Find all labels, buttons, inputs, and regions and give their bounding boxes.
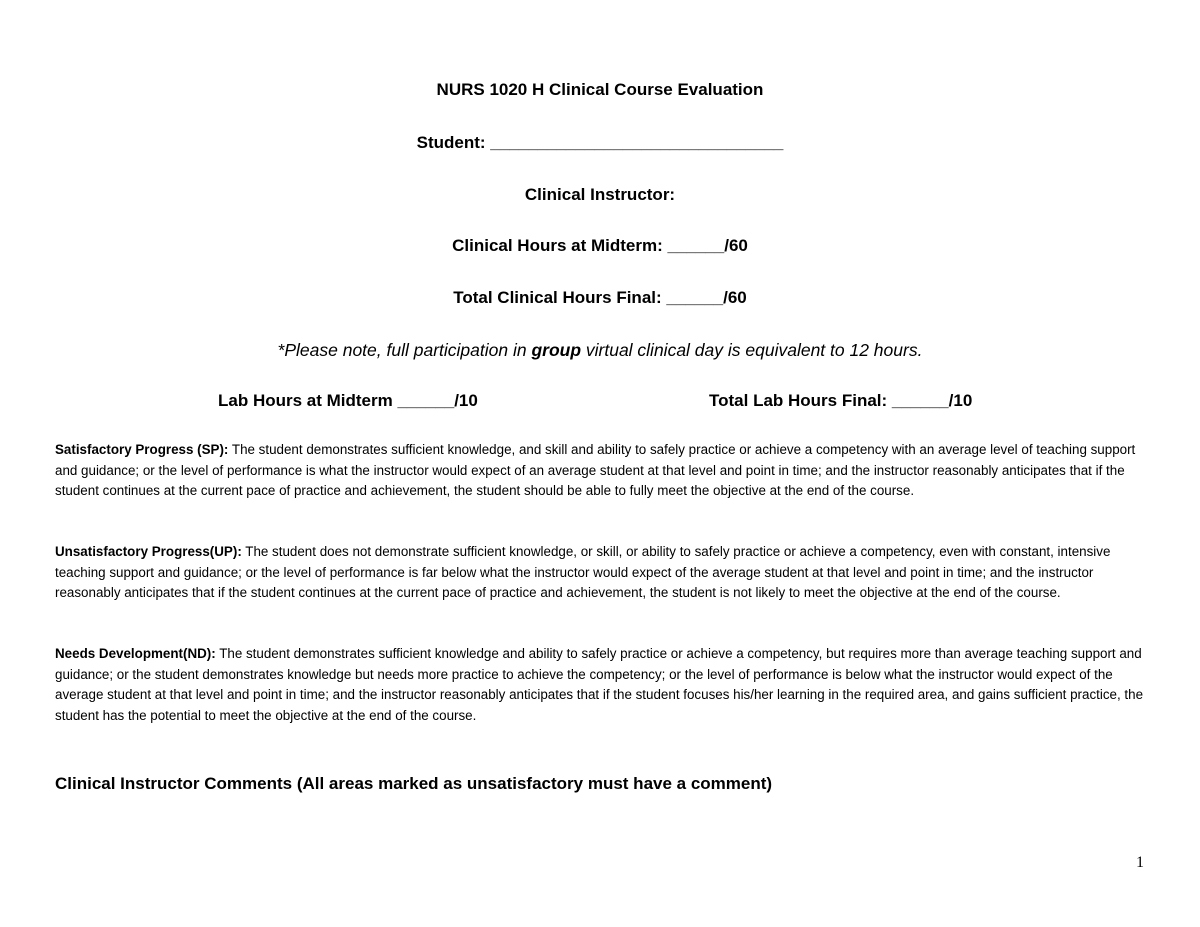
- definition-term: Satisfactory Progress (SP):: [55, 442, 229, 457]
- comments-heading: Clinical Instructor Comments (All areas marked as unsatisfactory must have a comment): [55, 774, 773, 793]
- lab-hours-final: Total Lab Hours Final: ______/10: [709, 391, 973, 410]
- note-emphasis: group: [531, 340, 582, 360]
- clinical-hours-final: Total Clinical Hours Final: ______/60: [453, 288, 747, 307]
- page-number: 1: [1136, 854, 1144, 871]
- participation-note: [0, 340, 1200, 361]
- clinical-instructor-label: Clinical Instructor:: [524, 185, 676, 204]
- lab-hours-midterm: Lab Hours at Midterm ______/10: [218, 391, 478, 410]
- definition-text: The student demonstrates sufficient knowledge and ability to safely practice or achieve a competency, but requires more than average teaching support and guidance; or the student demonstrates knowledge but needs more practice to achieve the competency; or the level of performance is below what the instructor would expect of the average student at that level and point in time; and the instructor reasonably anticipates that if the student focuses his/her learning in the required area, and gains sufficient practice, the student has the potential to meet the objective at the end of the course.: [55, 646, 1144, 723]
- definition-text: The student does not demonstrate sufficient knowledge, or skill, or ability to safely practice or achieve a competency, even with constant, intensive teaching support and guidance; or the level of performance is far below what the instructor would expect of the average student at that level and point in time; and the instructor reasonably anticipates that if the student continues at the current pace of practice and achievement, the student is not likely to meet the objective at the end of the course.: [55, 544, 1111, 600]
- note-text-before: *Please note, full participation in: [277, 340, 532, 360]
- definition-term: Needs Development(ND):: [55, 646, 216, 661]
- definition-unsatisfactory: [55, 542, 1150, 604]
- student-field: Student: _______________________________: [416, 133, 784, 152]
- document-title: NURS 1020 H Clinical Course Evaluation: [436, 80, 764, 99]
- definition-term: Unsatisfactory Progress(UP):: [55, 544, 242, 559]
- clinical-hours-midterm: Clinical Hours at Midterm: ______/60: [452, 236, 748, 255]
- definition-text: The student demonstrates sufficient knowledge, and skill and ability to safely practice or achieve a competency with an average level of teaching support and guidance; or the level of performance is what the instructor would expect of an average student at that level and point in time; and the instructor reasonably anticipates that if the student continues at the current pace of practice and achievement, the student should be able to fully meet the objective at the end of the course.: [55, 442, 1136, 498]
- definition-satisfactory: [55, 440, 1150, 502]
- note-text-after: virtual clinical day is equivalent to 12 hours.: [581, 340, 923, 360]
- definition-needs-development: [55, 644, 1150, 726]
